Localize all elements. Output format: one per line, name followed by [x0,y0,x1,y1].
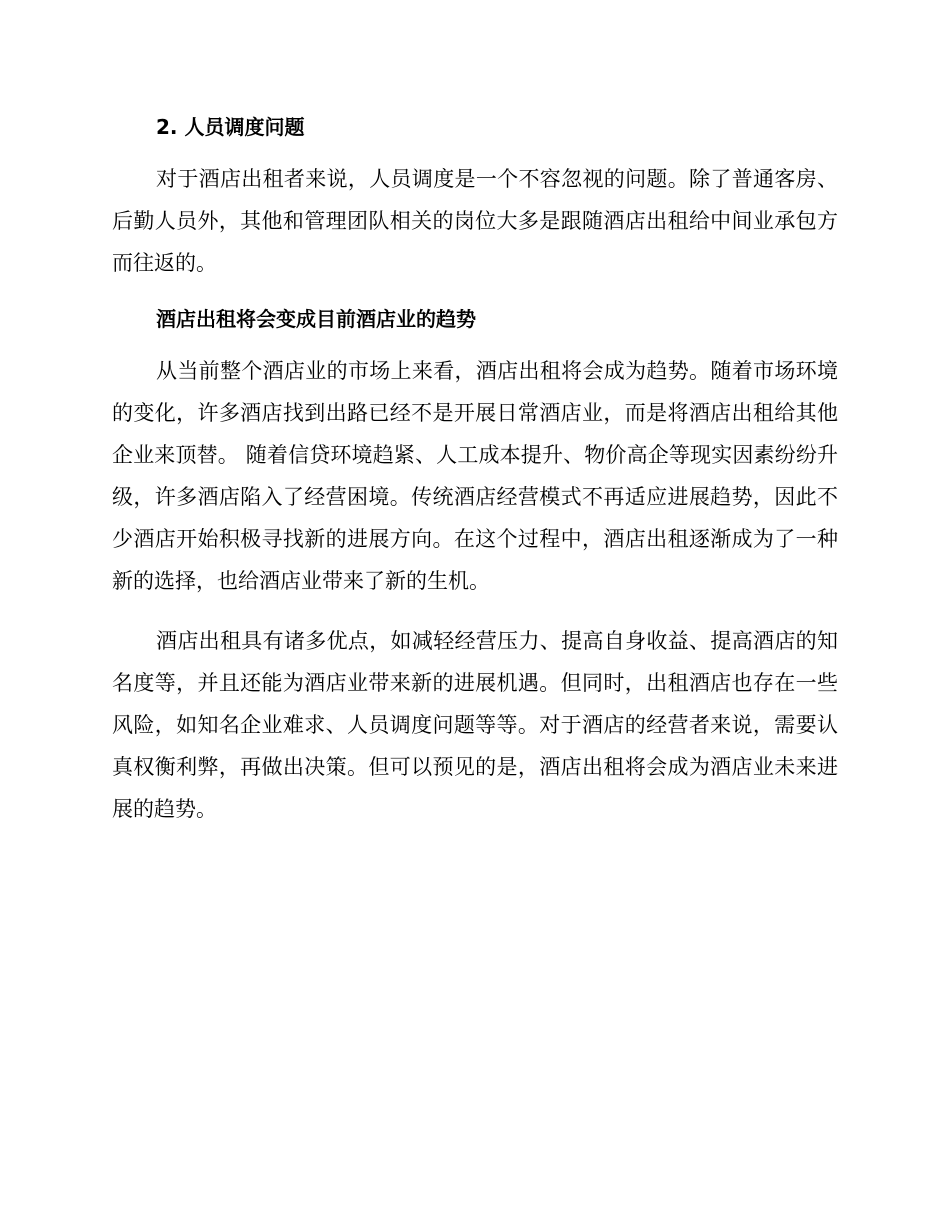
section-heading-hotel-leasing-trend: 酒店出租将会变成目前酒店业的趋势 [156,307,476,331]
document-body [112,110,838,848]
paragraph-staff-scheduling: 对于酒店出租者来说，人员调度是一个不容忽视的问题。除了普通客房、后勤人员外，其他和管理团队相关的岗位大多是跟随酒店出租给中间业承包方而往返的。 [112,167,838,275]
paragraph-market-trend: 从当前整个酒店业的市场上来看，酒店出租将会成为趋势。随着市场环境的变化，许多酒店找到出路已经不是开展日常酒店业，而是将酒店出租给其他企业来顶替。 随着信贷环境趋紧、人工成本提升、物价高企等现实因素纷纷升级，许多酒店陷入了经营困境。传统酒店经营模式不再适应进展趋势，因此不少酒店开始积极寻找新的进展方向。在这个过程中，酒店出租逐渐成为了一种新的选择，也给酒店业带来了新的生机。 [112,359,838,593]
paragraph-pros-and-risks: 酒店出租具有诸多优点，如减轻经营压力、提高自身收益、提高酒店的知名度等，并且还能为酒店业带来新的进展机遇。但同时，出租酒店也存在一些风险，如知名企业难求、人员调度问题等等。对于酒店的经营者来说，需要认真权衡利弊，再做出决策。但可以预见的是，酒店出租将会成为酒店业未来进展的趋势。 [112,629,838,821]
section-heading-staff-scheduling: 2. 人员调度问题 [156,115,305,139]
